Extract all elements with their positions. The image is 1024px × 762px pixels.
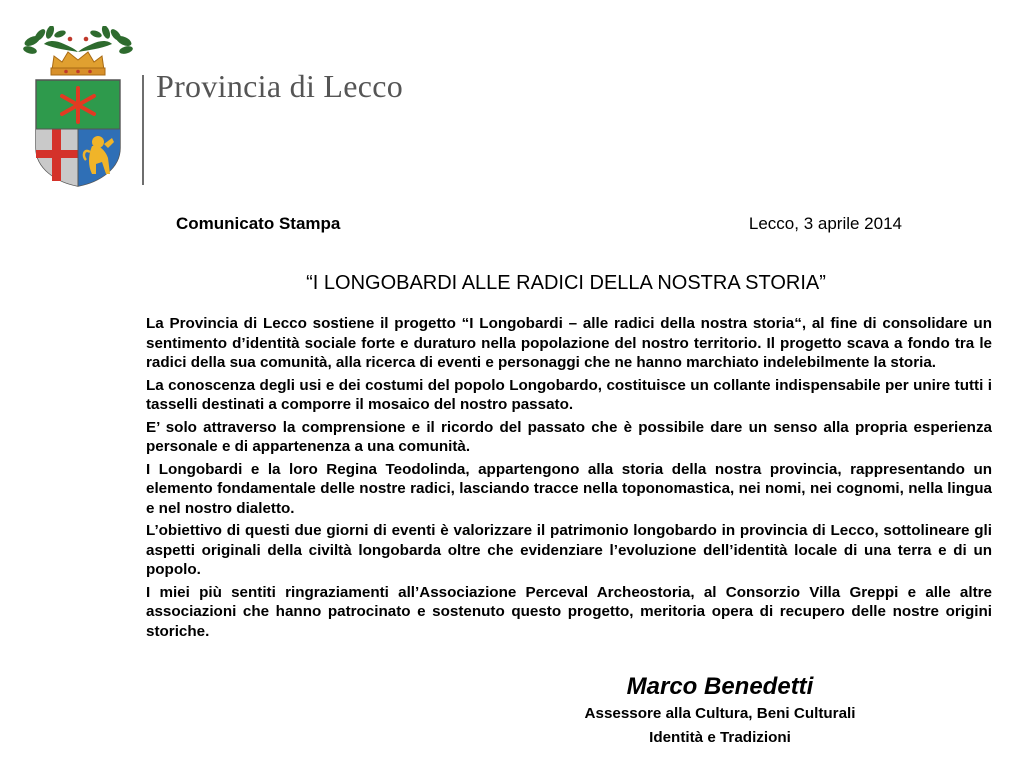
signature-block	[520, 672, 920, 750]
laurel-wreath-icon	[22, 26, 133, 55]
press-release-body	[146, 314, 992, 644]
paragraph: La conoscenza degli usi e dei costumi del popolo Longobardo, costituisce un collante indispensabile per unire tutti i tasselli destinati a comporre il mosaico del nostro passato.	[146, 376, 992, 413]
crown-icon	[51, 52, 105, 75]
paragraph: E’ solo attraverso la comprensione e il ricordo del passato che è possibile dare un senso alla propria esperienza personale e di appartenenza a una comunità.	[146, 418, 992, 455]
province-coat-of-arms	[22, 26, 134, 188]
document-title: “I LONGOBARDI ALLE RADICI DELLA NOSTRA STORIA”	[306, 272, 826, 294]
signatory-role-detail: Identità e Tradizioni	[649, 729, 791, 746]
signatory-name: Marco Benedetti	[626, 673, 814, 700]
place-date: Lecco, 3 aprile 2014	[748, 214, 902, 233]
organization-name: Provincia di Lecco	[156, 68, 404, 104]
paragraph: L’obiettivo di questi due giorni di eventi è valorizzare il patrimonio longobardo in provincia di Lecco, sottolineare gli aspetti originali della civiltà longobarda oltre che evidenziare l’evoluzione dell’identità locale di una terra e di un popolo.	[146, 522, 992, 578]
signatory-role: Assessore alla Cultura, Beni Culturali	[584, 705, 856, 722]
header-divider	[142, 75, 144, 185]
paragraph: La Provincia di Lecco sostiene il progetto “I Longobardi – alle radici della nostra storia“, al fine di consolidare un sentimento d’identità sociale forte e duraturo nella popolazione del nostro territorio. Il progetto scava a fondo tra le radici della sua comunità, alla ricerca di eventi e personaggi che ne hanno marchiato indelebilmente la storia.	[146, 315, 992, 371]
paragraph: I miei più sentiti ringraziamenti all’Associazione Perceval Archeostoria, al Consorzio Villa Greppi e alle altre associazioni che hanno patrocinato e sostenuto questo progetto, meritoria opera di recupero delle nostre origini storiche.	[146, 583, 992, 640]
document-type: Comunicato Stampa	[176, 214, 341, 233]
paragraph: I Longobardi e la loro Regina Teodolinda, appartengono alla storia della nostra provincia, rappresentando un elemento fondamentale delle nostre radici, lasciando tracce nella toponomastica, nei nomi, nei cognomi, nella lingua e nel nostro dialetto.	[146, 460, 992, 517]
